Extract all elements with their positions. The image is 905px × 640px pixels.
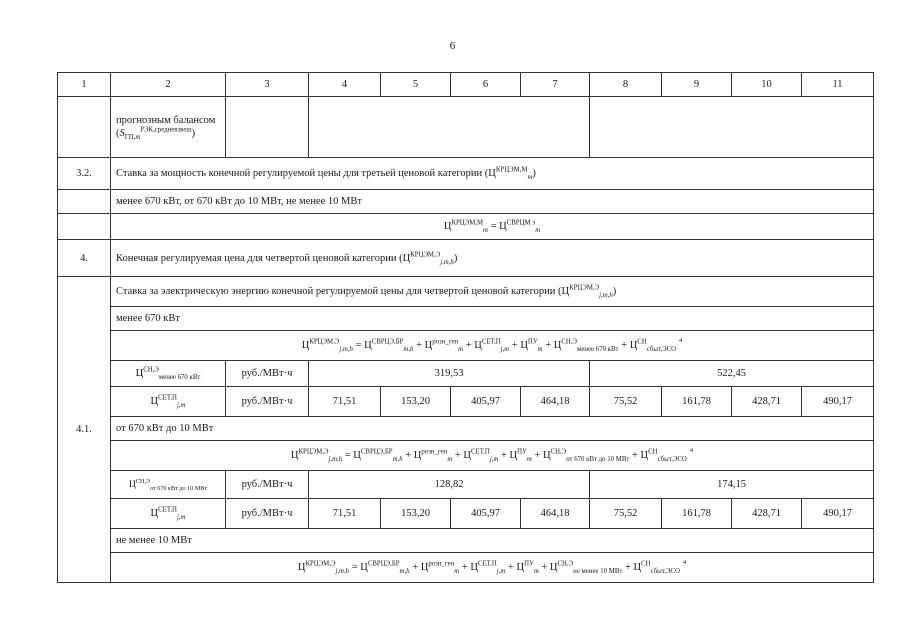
symbol-cell: $Ц^{СЕТ,П}_{j,m}$ (111, 499, 226, 529)
value-cell: 428,71 (732, 387, 802, 417)
header-cell: 8 (590, 73, 662, 97)
balance-cell: прогнозным балансом $(S_{ГП,m}^{РЭК,средневзвеш})$ (111, 97, 226, 158)
value-cell: 319,53 (309, 361, 590, 387)
section-label: Ставка за электрическую энергию конечной регулируемой цены для четвертой ценовой категории $(Ц^{КРЦЭМ,Э}_{j,m,h})$ (111, 277, 874, 307)
value-cell: 490,17 (802, 499, 874, 529)
value-cell: 161,78 (662, 387, 732, 417)
value-cell: 522,45 (590, 361, 874, 387)
section-number: 3.2. (58, 158, 111, 190)
value-cell: 75,52 (590, 387, 662, 417)
sn-row (58, 471, 874, 499)
value-cell: 71,51 (309, 499, 381, 529)
balance-text: прогнозным балансом (116, 115, 216, 126)
unit-cell: руб./МВт·ч (226, 361, 309, 387)
formula-block-1: $Ц^{КРЦЭМ,Э}_{j,m,h} = Ц^{СВРЦЭ,БР}_{m,h} + Ц^{розн\_ген}_m + Ц^{СЕТ,П}_{j,m} + Ц^{ПУ}_m + Ц^{СН,Э}_{менее 670 кВт} + Ц^{СН}_{сбыт,ЭСО}^4$ (111, 331, 874, 361)
section-number: 4.1. (58, 277, 111, 583)
section-4-row (58, 240, 874, 277)
section-4-1-row (58, 277, 874, 307)
unit-cell: руб./МВт·ч (226, 471, 309, 499)
header-cell: 10 (732, 73, 802, 97)
section-label: Ставка за мощность конечной регулируемой цены для третьей ценовой категории $(Ц^{КРЦЭМ,М}_m)$ (111, 158, 874, 190)
value-cell: 153,20 (381, 387, 451, 417)
header-cell: 2 (111, 73, 226, 97)
header-cell: 5 (381, 73, 451, 97)
value-cell: 490,17 (802, 387, 874, 417)
sn-row (58, 361, 874, 387)
set-row (58, 387, 874, 417)
block-title: от 670 кВт до 10 МВт (111, 417, 874, 441)
block-title: не менее 10 МВт (111, 529, 874, 553)
formula-block-3: $Ц^{КРЦЭМ,Э}_{j,m,h} = Ц^{СВРЦЭ,БР}_{m,h} + Ц^{розн\_ген}_m + Ц^{СЕТ,П}_{j,m} + Ц^{ПУ}_m + Ц^{СН,Э}_{не менее 10 МВт} + Ц^{СН}_{сбыт,ЭСО}^4$ (111, 553, 874, 583)
unit-cell: руб./МВт·ч (226, 387, 309, 417)
value-cell: 161,78 (662, 499, 732, 529)
section-3-2-row (58, 158, 874, 190)
value-cell: 71,51 (309, 387, 381, 417)
unit-cell: руб./МВт·ч (226, 499, 309, 529)
formula-block-2: $Ц^{КРЦЭМ,Э}_{j,m,h} = Ц^{СВРЦЭ,БР}_{m,h} + Ц^{розн\_ген}_m + Ц^{СЕТ,П}_{j,m} + Ц^{ПУ}_m + Ц^{СН,Э}_{от 670 кВт до 10 МВт} + Ц^{СН}_{сбыт,ЭСО}^4$ (111, 441, 874, 471)
value-cell: 464,18 (521, 499, 590, 529)
value-cell: 428,71 (732, 499, 802, 529)
header-cell: 11 (802, 73, 874, 97)
block-title: менее 670 кВт (111, 307, 874, 331)
value-cell: 405,97 (451, 499, 521, 529)
value-cell: 464,18 (521, 387, 590, 417)
header-cell: 4 (309, 73, 381, 97)
header-row (58, 73, 874, 97)
value-cell: 128,82 (309, 471, 590, 499)
symbol-cell: $Ц^{СН,Э}_{менее 670 кВт}$ (111, 361, 226, 387)
header-cell: 3 (226, 73, 309, 97)
tariff-table (57, 72, 874, 583)
symbol-cell: $Ц^{СЕТ,П}_{j,m}$ (111, 387, 226, 417)
page-number: 6 (449, 40, 456, 52)
value-cell: 174,15 (590, 471, 874, 499)
header-cell: 6 (451, 73, 521, 97)
section-label: Конечная регулируемая цена для четвертой ценовой категории $(Ц^{КРЦЭМ,Э}_{j,m,h})$ (111, 240, 874, 277)
header-cell: 7 (521, 73, 590, 97)
value-cell: 153,20 (381, 499, 451, 529)
formula-3-2: $Ц^{КРЦЭМ,М}_m = Ц^{СВРЦМ э}_m$ (111, 214, 874, 240)
value-cell: 405,97 (451, 387, 521, 417)
balance-row (58, 97, 874, 158)
symbol-cell: $Ц^{СН,Э}_{от 670 кВт до 10 МВт}$ (111, 471, 226, 499)
range-label: менее 670 кВт, от 670 кВт до 10 МВт, не менее 10 МВт (111, 190, 874, 214)
header-cell: 9 (662, 73, 732, 97)
section-number: 4. (58, 240, 111, 277)
header-cell: 1 (58, 73, 111, 97)
set-row (58, 499, 874, 529)
value-cell: 75,52 (590, 499, 662, 529)
